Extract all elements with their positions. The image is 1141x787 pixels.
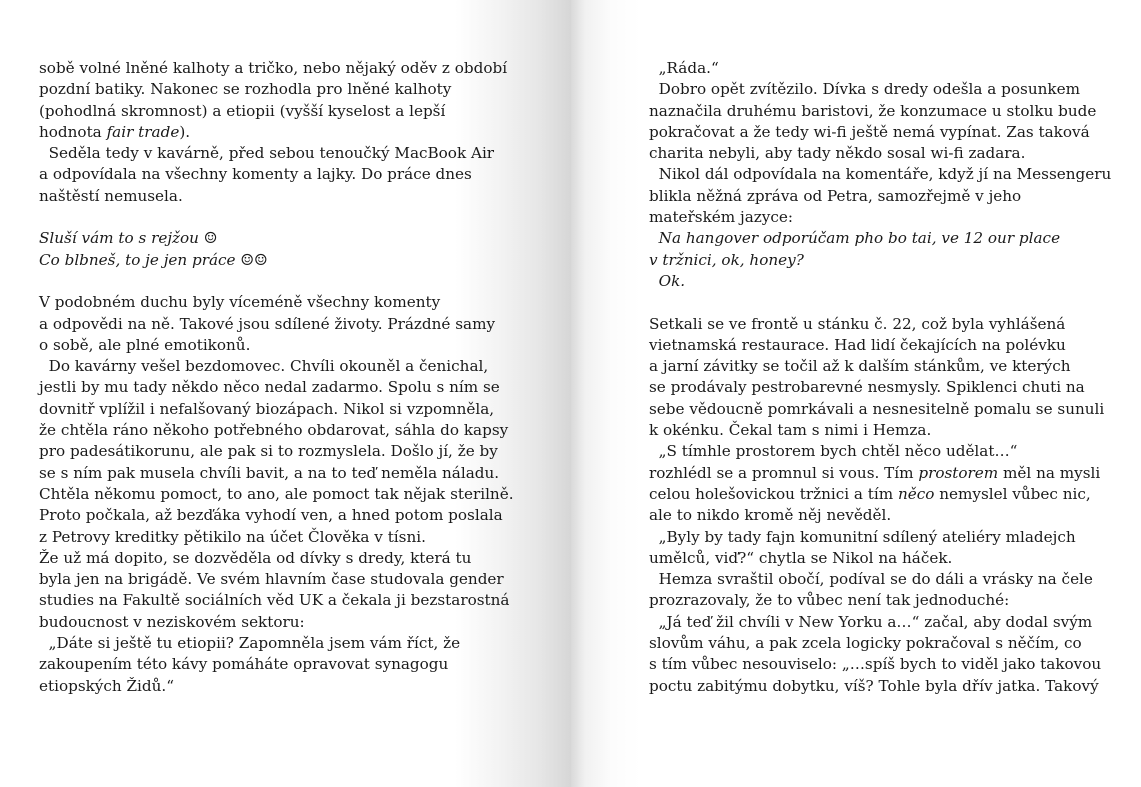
text-line	[649, 207, 1111, 228]
text-segment: nemyslel vůbec nic,	[934, 484, 1091, 503]
text-segment: se s ním pak musela chvíli bavit, a na to teď neměla náladu.	[39, 463, 500, 482]
text-line	[649, 356, 1111, 377]
text-segment: Do kavárny vešel bezdomovec. Chvíli okouněl a čenichal,	[39, 357, 489, 376]
blank-line	[39, 271, 514, 292]
text-line	[39, 377, 514, 398]
text-segment: naštěstí nemusela.	[39, 186, 183, 205]
text-segment: „Ráda.“	[649, 59, 719, 77]
text-line	[649, 548, 1111, 569]
text-segment: ).	[179, 122, 191, 141]
italic-text: Co blbneš, to je jen práce ☺☺	[39, 250, 268, 269]
text-segment: hodnota	[39, 122, 107, 141]
text-line	[39, 676, 514, 697]
text-line	[39, 356, 514, 377]
text-segment: charita nebyli, aby tady někdo sosal wi-fi zadara.	[649, 144, 1026, 163]
text-line	[649, 164, 1111, 185]
text-line	[649, 590, 1111, 611]
text-segment: „Byly by tady fajn komunitní sdílený ateliéry mladejch	[649, 527, 1076, 546]
text-segment: Hemza svraštil obočí, podíval se do dáli a vrásky na čele	[649, 570, 1093, 589]
text-segment: umělců, viď?“ chytla se Nikol na háček.	[649, 548, 953, 567]
text-line	[39, 122, 514, 143]
text-segment: jestli by mu tady někdo něco nedal zadarmo. Spolu s ním se	[39, 378, 500, 397]
text-segment: celou holešovickou tržnici a tím	[649, 484, 898, 503]
text-segment: se prodávaly pestrobarevné nesmysly. Spiklenci chuti na	[649, 378, 1085, 397]
text-line	[649, 420, 1111, 441]
text-line	[39, 505, 514, 526]
text-segment: s tím vůbec nesouviselo: „…spíš bych to viděl jako takovou	[649, 655, 1102, 674]
text-line	[39, 527, 514, 548]
text-segment: rozhlédl se a promnul si vous. Tím	[649, 463, 919, 482]
text-segment: k okénku. Čekal tam s nimi i Hemza.	[649, 421, 932, 440]
text-segment: Proto počkala, až bezďáka vyhodí ven, a hned potom poslala	[39, 506, 503, 525]
text-line	[39, 612, 514, 633]
text-segment: Chtěla někomu pomoct, to ano, ale pomoct tak nějak sterilně.	[39, 484, 514, 503]
text-segment: Dobro opět zvítězilo. Dívka s dredy odešla a posunkem	[649, 80, 1080, 99]
text-line	[649, 441, 1111, 462]
text-segment: poctu zabitýmu dobytku, víš? Tohle byla dřív jatka. Takový	[649, 676, 1099, 695]
text-segment: byla jen na brigádě. Ve svém hlavním čase studovala gender	[39, 570, 504, 589]
text-segment: sobě volné lněné kalhoty a tričko, nebo nějaký oděv z období	[39, 59, 508, 77]
text-segment: vietnamská restaurace. Had lidí čekajících na polévku	[649, 335, 1066, 354]
text-segment: měl na mysli	[998, 463, 1101, 482]
text-line	[39, 228, 514, 249]
text-segment: a odpovídala na všechny komenty a lajky. Do práce dnes	[39, 165, 472, 184]
text-line	[39, 441, 514, 462]
text-segment: naznačila druhému baristovi, že konzumace u stolku bude	[649, 101, 1097, 120]
text-segment: že chtěla ráno někoho potřebného obdarovat, sáhla do kapsy	[39, 421, 509, 440]
left-page-text	[39, 58, 514, 697]
text-line	[649, 58, 1111, 79]
text-segment: o sobě, ale plné emotikonů.	[39, 335, 251, 354]
text-line	[649, 101, 1111, 122]
text-segment: Setkali se ve frontě u stánku č. 22, což byla vyhlášená	[649, 314, 1066, 333]
italic-text: v tržnici, ok, honey?	[649, 250, 804, 269]
text-line	[649, 505, 1111, 526]
text-segment: „Dáte si ještě tu etiopii? Zapomněla jsem vám říct, že	[39, 634, 461, 653]
text-segment: V podobném duchu byly víceméně všechny komenty	[39, 293, 441, 312]
text-line	[39, 484, 514, 505]
text-line	[39, 58, 514, 79]
text-line	[649, 335, 1111, 356]
text-line	[39, 79, 514, 100]
text-segment: „S tímhle prostorem bych chtěl něco udělat…“	[649, 442, 1018, 461]
text-segment: pozdní batiky. Nakonec se rozhodla pro lněné kalhoty	[39, 80, 452, 99]
text-segment: studies na Fakultě sociálních věd UK a čekala ji bezstarostná	[39, 591, 510, 610]
text-line	[649, 633, 1111, 654]
text-line	[649, 271, 1111, 292]
text-line	[39, 292, 514, 313]
text-line	[649, 228, 1111, 249]
text-line	[39, 548, 514, 569]
text-segment: zakoupením této kávy pomáháte opravovat synagogu	[39, 655, 449, 674]
text-line	[649, 122, 1111, 143]
text-segment: Nikol dál odpovídala na komentáře, když jí na Messengeru	[649, 165, 1112, 184]
text-segment: Seděla tedy v kavárně, před sebou tenoučký MacBook Air	[39, 144, 495, 163]
text-line	[649, 79, 1111, 100]
text-line	[649, 569, 1111, 590]
text-line	[39, 335, 514, 356]
text-line	[39, 633, 514, 654]
text-line	[39, 463, 514, 484]
text-line	[649, 314, 1111, 335]
text-segment: mateřském jazyce:	[649, 208, 793, 227]
text-segment: etiopských Židů.“	[39, 676, 175, 695]
text-line	[649, 377, 1111, 398]
text-line	[39, 186, 514, 207]
text-line	[649, 527, 1111, 548]
text-line	[39, 101, 514, 122]
text-segment: blikla něžná zpráva od Petra, samozřejmě v jeho	[649, 186, 1022, 205]
text-segment: „Já teď žil chvíli v New Yorku a…“ začal, aby dodal svým	[649, 612, 1093, 631]
text-segment: prozrazovaly, že to vůbec není tak jednoduché:	[649, 591, 1010, 610]
text-line	[39, 250, 514, 271]
text-segment: Že už má dopito, se dozvěděla od dívky s dredy, která tu	[39, 548, 472, 567]
text-line	[649, 463, 1111, 484]
text-line	[649, 143, 1111, 164]
text-segment: ale to nikdo kromě něj nevěděl.	[649, 506, 892, 525]
text-segment: a jarní závitky se točil až k dalším stánkům, ve kterých	[649, 357, 1071, 376]
italic-text: Na hangover odporúčam pho bo tai, ve 12 our place	[649, 229, 1061, 248]
text-segment: dovnitř vplížil i nefalšovaný biozápach. Nikol si vzpomněla,	[39, 399, 495, 418]
text-line	[39, 654, 514, 675]
italic-text: fair trade	[106, 122, 180, 141]
text-line	[649, 676, 1111, 697]
text-segment: sebe vědoucně pomrkávali a nesnesitelně pomalu se sunuli	[649, 399, 1105, 418]
text-segment: (pohodlná skromnost) a etiopii (vyšší kyselost a lepší	[39, 101, 446, 120]
text-line	[39, 164, 514, 185]
text-line	[649, 399, 1111, 420]
blank-line	[39, 207, 514, 228]
text-line	[39, 569, 514, 590]
text-segment: slovům váhu, a pak zcela logicky pokračoval s něčím, co	[649, 634, 1082, 653]
text-line	[649, 186, 1111, 207]
text-line	[39, 314, 514, 335]
italic-text: prostorem	[918, 463, 999, 482]
text-line	[649, 484, 1111, 505]
text-line	[39, 143, 514, 164]
text-line	[649, 250, 1111, 271]
text-segment: z Petrovy kreditky pětikilo na účet Člověka v tísni.	[39, 527, 426, 546]
text-line	[39, 420, 514, 441]
text-line	[649, 612, 1111, 633]
text-line	[39, 399, 514, 420]
text-line	[39, 590, 514, 611]
blank-line	[649, 292, 1111, 313]
text-segment: pro padesátikorunu, ale pak si to rozmyslela. Došlo jí, že by	[39, 442, 498, 461]
text-segment: a odpovědi na ně. Takové jsou sdílené životy. Prázdné samy	[39, 314, 496, 333]
italic-text: Ok.	[649, 271, 686, 290]
text-line	[649, 654, 1111, 675]
italic-text: něco	[897, 484, 935, 503]
text-segment: budoucnost v neziskovém sektoru:	[39, 612, 305, 631]
text-segment: pokračovat a že tedy wi-fi ještě nemá vypínat. Zas taková	[649, 122, 1090, 141]
right-page	[571, 0, 1141, 787]
right-page-text	[649, 58, 1111, 697]
italic-text: Sluší vám to s rejžou ☺	[39, 229, 218, 248]
